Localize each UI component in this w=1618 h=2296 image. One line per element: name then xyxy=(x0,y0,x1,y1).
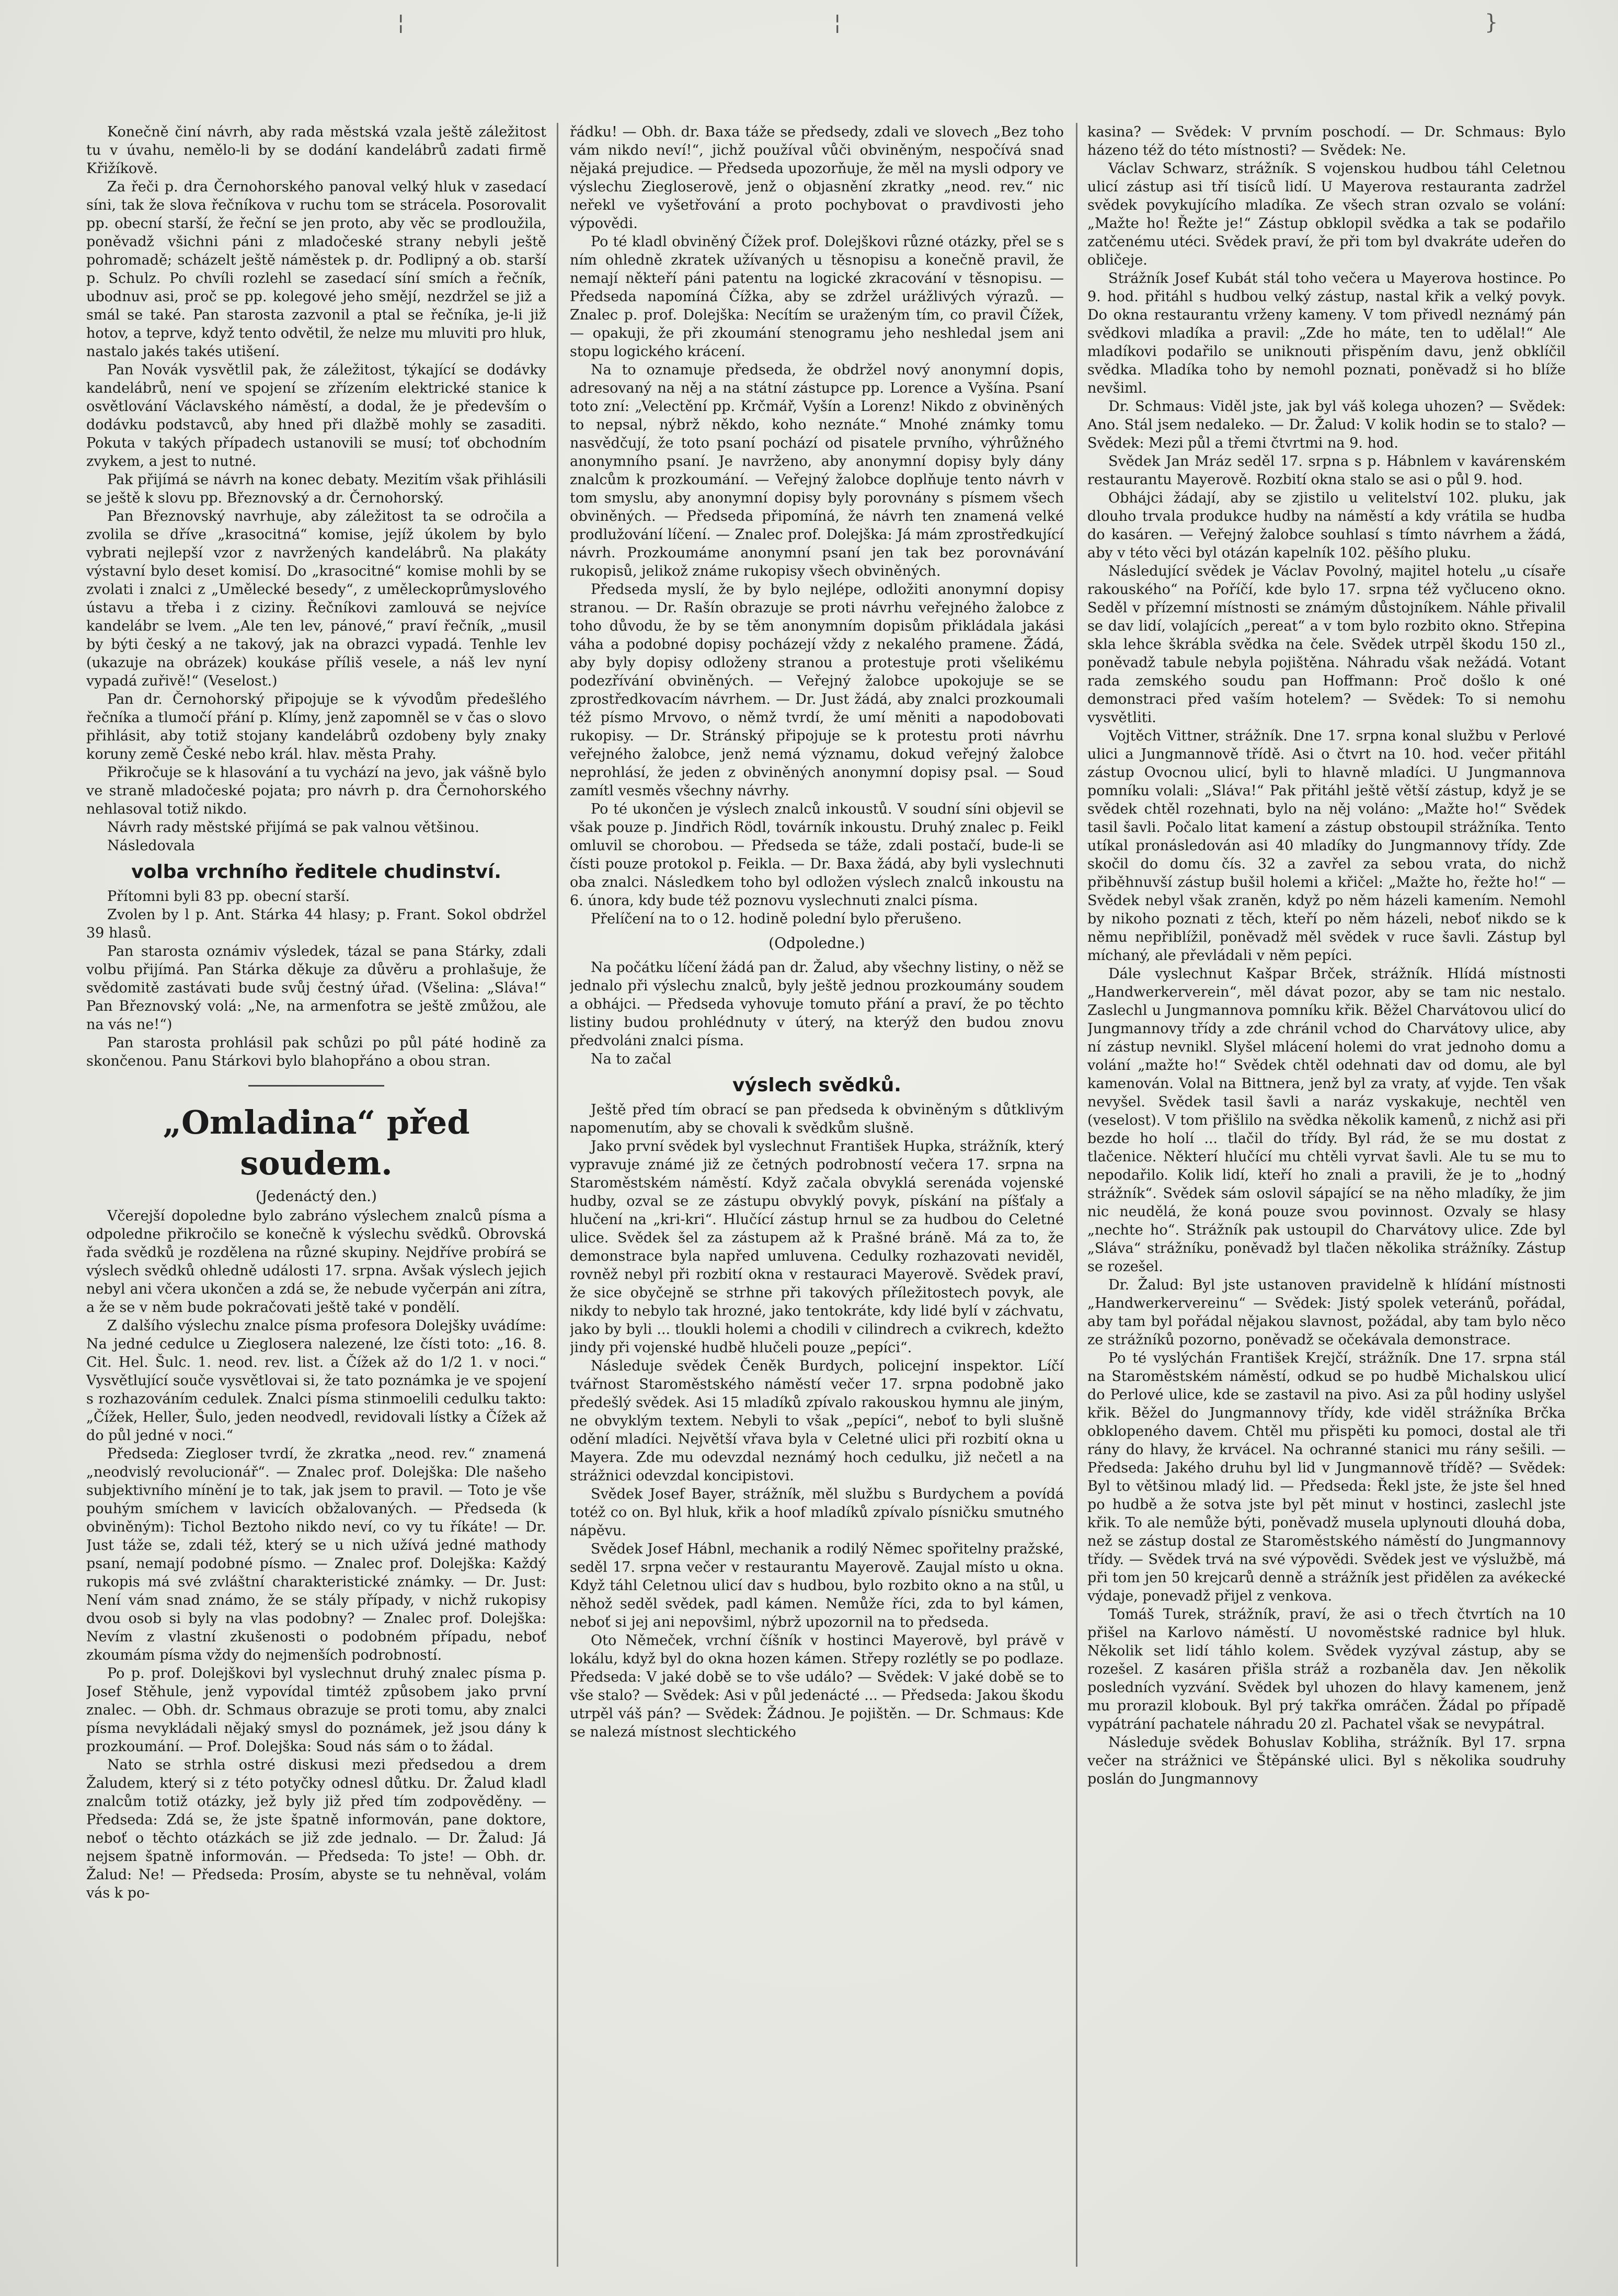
paragraph: kasina? — Svědek: V prvním poschodí. — Dr. Schmaus: Bylo házeno též do této místnosti? — Svědek: Ne. xyxy=(1087,124,1566,158)
paragraph: Po p. prof. Dolejškovi byl vyslechnut druhý znalec písma p. Josef Stěhule, jenž vypovídal timtéž způsobem jako první znalec. — Obh. dr. Schmaus obrazuje se proti tomu, aby znalci písma nevykládali nějaký smysl do poznámek, jež jsou dány k prozkoumání. — Prof. Dolejška: Soud nás sám o to žádal. xyxy=(86,1665,546,1755)
afternoon-label: (Odpoledne.) xyxy=(768,934,865,952)
paragraph: Po té ukončen je výslech znalců inkoustů. V soudní síni objevil se však pouze p. Jindřich Rödl, továrník inkoustu. Druhý znalec p. Feikl omluvil se chorobou. — Předseda se táže, zdali postačí, bude-li se čísti pouze protokol p. Feikla. — Dr. Baxa žádá, aby byli vyslechnuti oba znalci. Následkem toho byl odložen výslech znalců inkoustu na 6. února, kdy bude též poznovu vyslechnuti znalci písma. xyxy=(570,801,1064,909)
paragraph: Pak přijímá se návrh na konec debaty. Mezitím však přihlásili se ještě k slovu pp. Březnovský a dr. Černohorský. xyxy=(86,472,546,506)
column-2 xyxy=(570,123,1064,2267)
paragraph: Na to začal xyxy=(591,1051,672,1067)
paragraph: Dr. Schmaus: Viděl jste, jak byl váš kolega uhozen? — Svědek: Ano. Stál jsem nedaleko. — Dr. Žalud: V kolik hodin se to stalo? — Svědek: Mezi půl a třemi čtvrtmi na 9. hod. xyxy=(1087,398,1566,451)
paragraph: Na to oznamuje předseda, že obdržel nový anonymní dopis, adresovaný na něj a na státní zástupce pp. Lorence a Vyšína. Psaní toto zní: „Velectění pp. Krčmář, Vyšín a Lorenz! Nikdo z obviněných to nepsal, nýbrž někdo, koho neznáte.“ Mnohé známky tomu nasvědčují, že toto psaní pochází od pisatele prvního, výhrůžného anonymního psaní. Je navrženo, aby anonymní dopisy byly dány znalcům k prozkoumání. — Veřejný žalobce doplňuje tento návrh v tom smyslu, aby anonymní dopisy byly porovnány s písmem všech obviněných. — Předseda připomíná, že návrh ten znamená velké prodlužování líčení. — Znalec prof. Dolejška: Já mám zprostředkující návrh. Prozkoumáme anonymní psaní jen tak bez porovnávání rukopisů, jelikož známe rukopisy všech obviněných. xyxy=(570,362,1064,579)
trial-report xyxy=(86,1207,546,1902)
paragraph: Následovala xyxy=(107,838,195,854)
top-mark: } xyxy=(1485,10,1498,35)
paragraph: Následuje svědek Čeněk Burdych, policejní inspektor. Líčí tvářnost Staroměstského náměstí večer 17. srpna podobně jako předešlý svědek. Asi 15 mladíků zpívalo rakouskou hymnu ale jiným, ne obvyklým textem. Nebyli to však „pepíci“, neboť to byli slušně odění mladíci. Největší vřava byla v Celetné ulici při rozbití okna u Mayera. Zde mu odevzdal neznámý hoch cedulku, již nečetl a na strážnici odevzdal koncipistovi. xyxy=(570,1358,1064,1484)
paragraph: Návrh rady městské přijímá se pak valnou většinou. xyxy=(107,819,479,836)
witnesses-heading: výslech svědků. xyxy=(732,1075,901,1096)
paragraph: Předseda: Ziegloser tvrdí, že zkratka „neod. rev.“ znamená „neodvislý revolucionář“. — Znalec prof. Dolejška: Dle našeho subjektivního mínění je to tak, jak jsem to pravil. — Toto je vše pouhým smíchem v lavicích obžalovaných. — Předseda (k obviněným): Tichol Beztoho nikdo neví, co vy tu říkáte! — Dr. Just táže se, zdali též, který se u nich užívá jedné mathody psaní, nemají podobné písmo. — Znalec prof. Dolejška: Každý rukopis má své zvláštní charakteristické známky. — Dr. Just: Není vám snad známo, že se stály případy, v nichž rukopisy dvou osob si byly na vlas podobny? — Znalec prof. Dolejška: Nevím z vlastní zkušenosti o podobném případu, neboť zkoumám písma vždy do nejmenších podrobností. xyxy=(86,1446,546,1663)
paragraph: Dále vyslechnut Kašpar Brček, strážník. Hlídá místnosti „Handwerkerverein“, měl dávat pozor, aby se tam nic nestalo. Zaslechl u Jungmannova pomníku křik. Běžel Charvátovou ulicí do Jungmannovy třídy a zde chránil vchod do Charvátovy ulice, aby ní zástup nevnikl. Slyšel mlácení holemi do vrat jednoho domu a volání „mažte ho!“ Svědek chtěl odehnati dav od domu, ale byl kamenován. Volal na Bittnera, jenž byl za vraty, ať vyjde. Ten však nevyšel. Svědek tasil šavli a naráz vyskakuje, nechtěl ven (veselost). V tom přišlilo na svědka několik kamenů, z nichž asi při bezde ho holí ... tlačil do třídy. Byl rád, že se mu dostat z tlačenice. Některí hlučící mu chtěli vyrvat šavli. Ale tu se mu to nepodařilo. Kolik lidí, kteří ho znali a pravili, že je to „hodný strážník“. Svědek sám oslovil sápající se na něho mladíky, že jim nic neudělá, že koná pouze svou povinnost. Ozvaly se hlasy „nechte ho“. Strážník pak ustoupil do Charvátovy ulice. Zde byl „Sláva“ strážníku, poněvadž byl tlačen několika strážníky. Zástup se rozešel. xyxy=(1087,966,1566,1275)
paragraph: Přítomni byli 83 pp. obecní starší. xyxy=(107,888,350,905)
paragraph: Jako první svědek byl vyslechnut František Hupka, strážník, který vypravuje známé již ze četných podrobností večera 17. srpna na Staroměstském náměstí. Když začala obvyklá serenáda vojenské hudby, ozval se ze zástupu obvyklý povyk, pískání na píšťaly a hlučení na „kri-kri“. Hlučící zástup hrnul se za hudbou do Celetné ulice. Svědek šel za zástupem až k Prašné bráně. Má za to, že demonstrace byla napřed umluvena. Cedulky rozhazovati neviděl, rovněž nebyl při rozbití okna v restauraci Mayerově. Svědek praví, že sice obyčejně se strhne při takových příležitostech povyk, ale nikdy to nebylo tak hrozné, jako tentokráte, kdy lidé bylí v záchvatu, jako by byli ... tloukli holemi a chodili v cilindrech a cvikrech, kdežto jindy při vojenské hudbě hlučeli pouze „pepíci“. xyxy=(570,1138,1064,1356)
paragraph: Pan dr. Černohorský připojuje se k vývodům předešlého řečníka a tlumočí přání p. Klímy, jenž zapomněl se v čas o slovo přihlásit, aby totiž stojany kandelábrů ozdobeny byly znaky koruny země České nebo král. hlav. města Prahy. xyxy=(86,691,546,762)
paragraph: Svědek Josef Hábnl, mechanik a rodilý Němec spořitelny pražské, seděl 17. srpna večer v restaurantu Mayerově. Zaujal místo u okna. Když táhl Celetnou ulicí dav s hudbou, bylo rozbito okno a na stůl, u něhož seděl svědek, padl kámen. Nemůže říci, zda to byl kámen, neboť si jej ani nepovšiml, nýbrž upozornil na to předseda. xyxy=(570,1541,1064,1630)
witness-testimonies-continued xyxy=(1087,123,1566,1788)
paragraph: Pan Novák vysvětlil pak, že záležitost, týkající se dodávky kandelábrů, není ve spojení se zřízením elektrické stanice k osvětlování Václavského náměstí, a dodal, že je především o dodávku podstavců, aby hned při dlažbě mohly se zasaditi. Pokuta v takých případech ustanovili se musí; toť obchodním zvykem, a jest to nutné. xyxy=(86,362,546,470)
top-mark: ¦ xyxy=(834,10,841,35)
paragraph: Z dalšího výslechu znalce písma profesora Dolejšky uvádíme: Na jedné cedulce u Ziegloserа nalezené, lze čísti toto: „16. 8. Cit. Hel. Šulc. 1. neod. rev. list. a Čížek až do 1/2 1. v noci.“ Vysvětlující souče vysvětlovai si, že tato poznámka je ve spojení s rozhazováním cedulek. Znalci písma stinmoelili cedulku takto: „Čížek, Heller, Šulo, jeden neodvedl, revidovali lístky a Čížek až do půl jedné v noci.“ xyxy=(86,1318,546,1444)
paragraph: Strážník Josef Kubát stál toho večera u Mayerova hostince. Po 9. hod. přitáhl s hudbou velký zástup, nastal křik a velký povyk. Do okna restaurantu vrženy kameny. V tom přivedl neznámý pán svědkovi mladíka a pravil: „Zde ho máte, ten to udělal!“ Ale mladíkovi podařilo se uniknouti přispěním davu, jenž obklíčil svědka. Mladíka toho by nemohl poznati, poněvadž si ho blíže nevšiml. xyxy=(1087,270,1566,396)
top-mark: ¦ xyxy=(397,10,405,35)
paragraph: Václav Schwarz, strážník. S vojenskou hudbou táhl Celetnou ulicí zástup asi tří tisíců lidí. U Mayerova restauranta zadržel svědek povykujícího mladíka. Ze všech stran ozvalo se volání: „Mažte ho! Řežte je!“ Zástup obklopil svědka a tak se podařilo zatčenému utéci. Svědek praví, že při tom byl dvakráte udeřen do obličeje. xyxy=(1087,161,1566,268)
paragraph: Tomáš Turek, strážník, praví, že asi o třech čtvrtích na 10 přišel na Karlovo náměstí. U novoměstské radnice byl hluk. Několik set lidí táhlo kolem. Svědek vyzýval zástup, aby se rozešel. Z kasáren přišla stráž a rozbaněla dav. Jen několik posledních vyzvání. Svědek byl uhozen do hlavy kamenem, jenž mu prorazil klobouk. Byl prý takřka omráčen. Žádal po případě vypátrání pachatele náhradu 20 zl. Pachatel však se nevypátral. xyxy=(1087,1606,1566,1732)
paragraph: Na počátku líčení žádá pan dr. Žalud, aby všechny listiny, o něž se jednalo při výslechu znalců, byly ještě jednou prozkoumány soudem a obhájci. — Předseda vyhovuje tomuto přání a praví, že po těchto listiny budou prohlédnuty v úterý, na kterýž den budou znovu předvoláni znalci písma. xyxy=(570,959,1064,1049)
paragraph: Po té vyslýchán František Krejčí, strážník. Dne 17. srpna stál na Staroměstském náměstí, odkud se po hudbě Michalskou ulicí do Perlové ulice, kde se zastavil na pivo. Asi za půl hodiny uslyšel křik. Běžel do Jungmannovy třídy, kde viděl strážníka Brčka obklopeného davem. Chtěl mu přispěti ku pomoci, dostal ale tři rány do hlavy, že krvácel. Na ochranné stanici mu rány sešili. — Předseda: Jakého druhu byl lid v Jungmannově třídě? — Svědek: Byl to většinou mladý lid. — Předseda: Řekl jste, že jste šel hned po hudbě a že sotva jste byl pět minut v hostinci, zaslechl jste křik. To ale nemůže býti, poněvadž musela uplynouti dlouhá doba, než se zástup dostal ze Staroměstského náměstí do Jungmannovy třídy. — Svědek trvá na své výpovědi. Svědek jest ve výslužbě, má při tom jen 50 krejcarů denně a strážník jest přidělen za avékecké výdaje, ponevadž přijel z venkova. xyxy=(1087,1350,1566,1604)
article-subtitle: (Jedenáctý den.) xyxy=(256,1187,377,1205)
paragraph: Dr. Žalud: Byl jste ustanoven pravidelně k hlídání místnosti „Handwerkervereinu“ — Svědek: Jistý spolek veteránů, pořádal, aby tam byl pořádal nějakou slavnost, požádal, aby tam bylo něco ze strážníků pozorno, poněvadž se očekávala demonstrace. xyxy=(1087,1277,1566,1348)
column-3 xyxy=(1087,123,1566,2267)
article-title: „Omladina“ před soudem. xyxy=(163,1103,470,1182)
paragraph: Přelíčení na to o 12. hodině polední bylo přerušeno. xyxy=(591,911,962,927)
column-divider xyxy=(557,123,558,2267)
column-1 xyxy=(86,123,546,2267)
paragraph: Konečně činí návrh, aby rada městská vzala ještě záležitost tu v úvahu, nemělo-li by se dodání kandelábrů zadati firmě Křižíkově. xyxy=(86,124,546,177)
paragraph: Svědek Jan Mráz seděl 17. srpna s p. Hábnlem v kavárenském restaurantu Mayerově. Rozbití okna stalo se asi o půl 9. hod. xyxy=(1087,453,1566,488)
paragraph: Po té kladl obviněný Čížek prof. Dolejškovi různé otázky, přel se s ním ohledně zkratek užívaných u těsnopisu a konečně pravil, že nemají někteří páni patentu na logické zkracování v těsnopisu. — Předseda napomíná Čížka, aby se zdržel urážlivých výrazů. — Znalec p. prof. Dolejška: Necítím se uraženým tím, co pravil Čížek, — opakuji, že při zkoumání stenogramu jeho neshledal jsem ani stopu logického krácení. xyxy=(570,234,1064,360)
paragraph: Pan starosta prohlásil pak schůzi po půl páté hodině za skončenou. Panu Stárkovi bylo blahopřáno a obou stran. xyxy=(86,1035,546,1069)
paragraph: Přikročuje se k hlasování a tu vychází na jevo, jak vášně bylo ve straně mladočeské pojata; pro návrh p. dra Černohorského nehlasoval totiž nikdo. xyxy=(86,764,546,817)
paragraph: Vojtěch Vittner, strážník. Dne 17. srpna konal službu v Perlové ulici a Jungmannově třídě. Asi o čtvrt na 10. hod. večer přitáhl zástup Ovocnou ulicí, byli to hlavně mladíci. U Jungmannova pomníku volali: „Sláva!“ Pak přitáhl ještě větší zástup, když je se svědek chtěl rozehnati, bylo na něj voláno: „Mažte ho!“ Svědek tasil šavli. Počalo litat kamení a zástup obstoupil strážníka. Tento utíkal pronásledován asi 40 mladíky do Jungmannovy třídy. Zde skočil do domu čís. 32 a zavřel za sebou vrata, do nichž přiběhnuvší zástup bušil holemi a křičel: „Mažte ho, řežte ho!“ — Svědek nebyl však zraněn, když po něm házeli kamením. Nemohl by nikoho poznati z těch, kteří po něm házeli, neboť nikdo se k němu nepřiblížil, poněvadž měl svědek v ruce šavli. Zástup byl míchaný, ale převládali v něm pepíci. xyxy=(1087,728,1566,964)
trial-report-continued xyxy=(570,123,1064,928)
article-columns xyxy=(86,123,1566,2272)
paragraph: Ještě před tím obrací se pan předseda k obviněným s důtklivým napomenutím, aby se chovali k svědkům slušně. xyxy=(570,1102,1064,1136)
paragraph: řádku! — Obh. dr. Baxa táže se předsedy, zdali ve slovech „Bez toho vám nikdo neví!“, jichž používal vůči obviněným, nespočívá snad nějaká prejudice. — Předseda upozorňuje, že měl na mysli odpory ve výslechu Ziegloserově, jenž o objasnění zkratky „neod. rev.“ nic neřekl ve vyšetřování a proto pochybovat o pravdivosti jeho výpovědi. xyxy=(570,124,1064,232)
paragraph: Oto Němeček, vrchní číšník v hostinci Mayerově, byl právě v lokálu, když byl do okna hozen kámen. Střepy rozlétly se po podlaze. Předseda: V jaké době se to vše událo? — Svědek: V jaké době se to vše stalo? — Svědek: Asi v půl jedenácté ... — Předseda: Jakou škodu utrpěl váš pán? — Svědek: Žádnou. Je pojištěn. — Dr. Schmaus: Kde se nalezá místnost slechtického xyxy=(570,1632,1064,1740)
paragraph: Včerejší dopoledne bylo zabráno výslechem znalců písma a odpoledne přikročilo se konečně k výslechu svědků. Obrovská řada svědků je rozdělena na různé skupiny. Nejdříve probírá se výslech svědků ohledně události 17. srpna. Avšak výslech jejich nebyl ani včera ukončen a zdá se, že nebude vyčerpán ani zítra, a že se v něm bude pokračovati ještě také v pondělí. xyxy=(86,1208,546,1316)
paragraph: Svědek Josef Bayer, strážník, měl službu s Burdychem a povídá totéž co on. Byl hluk, křik a hoof mladíků zpívalo písničku smutného nápěvu. xyxy=(570,1486,1064,1539)
paragraph: Pan starosta oznámiv výsledek, tázal se pana Stárky, zdali volbu přijímá. Pan Stárka děkuje za důvěru a prohlašuje, že svědomitě zastávati bude svůj čestný úřad. (Všelina: „Sláva!“ Pan Březnovský volá: „Ne, na armenfotra se ještě zmůžou, ale na vás ne!“) xyxy=(86,943,546,1033)
witness-testimonies xyxy=(570,1101,1064,1741)
section-divider xyxy=(248,1085,384,1087)
election-heading: volba vrchního ředitele chudinství. xyxy=(131,861,501,883)
paragraph: Pan Březnovský navrhuje, aby záležitost ta se odročila a zvolila se dříve „krasocitná“ komise, jejíž úkolem by bylo vybrati nejlepší vzor z navržených kandelábrů. Na plakáty výstavní bylo deset komisí. Do „krasocitné“ komise mohli by se zvolati i znalci z „Umělecké besedy“, z uměleckoprůmyslového ústavu a třeba i z ciziny. Řečníkovi zamlouvá se nejvíce kandelábr se lvem. „Ale ten lev, pánové,“ praví řečník, „musil by býti český a ne takový, jak na obrazci vypadá. Tenhle lev (ukazuje na obrázek) koukáse příliš vesele, a náš lev nyní vypadá zuřivě!“ (Veselost.) xyxy=(86,508,546,689)
paragraph: Za řeči p. dra Černohorského panoval velký hluk v zasedací síni, tak že slova řečníkova v ruchu tom se strácela. Posorovalit pp. obecní starší, že řeční se jen proto, aby věc se prodloužila, poněvadž všichni páni z mladočeské strany nebyli ještě pohromadě; scházelt ještě náměstek p. dr. Podlipný a ob. starší p. Schulz. Po chvíli rozlehl se zasedací síní smích a řečník, ubodnuv asi, proč se pp. kolegové jeho smějí, nezdržel se již a smál se také. Pan starosta zazvonil a ptal se řečníka, je-li již hotov, a teprve, když tento odvětil, že nelze mu mluviti pro hluk, nastalo jakés takés utišení. xyxy=(86,179,546,360)
column-divider xyxy=(1076,123,1077,2267)
paragraph: Zvolen by l p. Ant. Stárka 44 hlasy; p. Frant. Sokol obdržel 39 hlasů. xyxy=(86,907,546,941)
paragraph: Obhájci žádají, aby se zjistilo u velitelství 102. pluku, jak dlouho trvala produkce hudby na náměstí a kdy vrátila se hudba do kasáren. — Veřejný žalobce souhlasí s tímto návrhem a žádá, aby v této věci byl otázán kapelník 102. pěšího pluku. xyxy=(1087,490,1566,561)
afternoon-session xyxy=(570,958,1064,1068)
paragraph: Následující svědek je Václav Povolný, majitel hotelu „u císaře rakouského“ na Poříčí, kde bylo 17. srpna též vyčluceno okno. Seděl v přízemní místnosti se známým důstojníkem. Náhle přivalil se dav lidí, volajících „pereat“ a v tom bylo rozbito okno. Střepina skla lehce škrábla svědka na čele. Svědek utrpěl škodu 150 zl., poněvadž tabule nebyla pojištěna. Náhradu však nežádá. Votant rada zemského soudu pan Hoffmann: Proč došlo k oné demonstraci před vaším hotelem? — Svědek: To si nemohu vysvětliti. xyxy=(1087,563,1566,726)
paragraph: Následuje svědek Bohuslav Kobliha, strážník. Byl 17. srpna večer na strážnici ve Štěpánské ulici. Byl s několika soudruhy poslán do Jungmannovy xyxy=(1087,1734,1566,1787)
council-report-continuation xyxy=(86,123,546,855)
paragraph: Předseda myslí, že by bylo nejlépe, odložiti anonymní dopisy stranou. — Dr. Rašín obrazuje se proti návrhu veřejného žalobce z toho důvodu, že by se těm anonymním dopisům přikládala jakási váha a podobné dopisy pocházejí vždy z nekalého pramene. Žádá, aby byly dopisy odloženy stranou a protestuje proti všelikému podezřívání obviněných. — Veřejný žalobce upokojuje se se zprostředkovacím návrhem. — Dr. Just žádá, aby znalci prozkoumali též písmo Mrvovo, o němž tvrdí, že umí měniti a napodobovati rukopisy. — Dr. Stránský připojuje se k protestu proti návrhu veřejného žalobce, jenž nemá významu, dokud veřejný žalobce neprohlásí, že jeden z obviněných anonymní dopisy psal. — Soud zamítl vesměs všechny návrhy. xyxy=(570,581,1064,799)
paragraph: Nato se strhla ostré diskusi mezi předsedou a drem Žaludem, který si z této potyčky odnesl důtku. Dr. Žalud kladl znalcům totiž otázky, jež byly již před tím zodpověděny. — Předseda: Zdá se, že jste špatně informován, pane doktore, neboť o těchto otázkách se již zde jednalo. — Dr. Žalud: Já nejsem špatně informován. — Předseda: To jste! — Obh. dr. Žalud: Ne! — Předseda: Prosím, abyste se tu nehněval, volám vás k po- xyxy=(86,1757,546,1901)
election-report xyxy=(86,887,546,1070)
